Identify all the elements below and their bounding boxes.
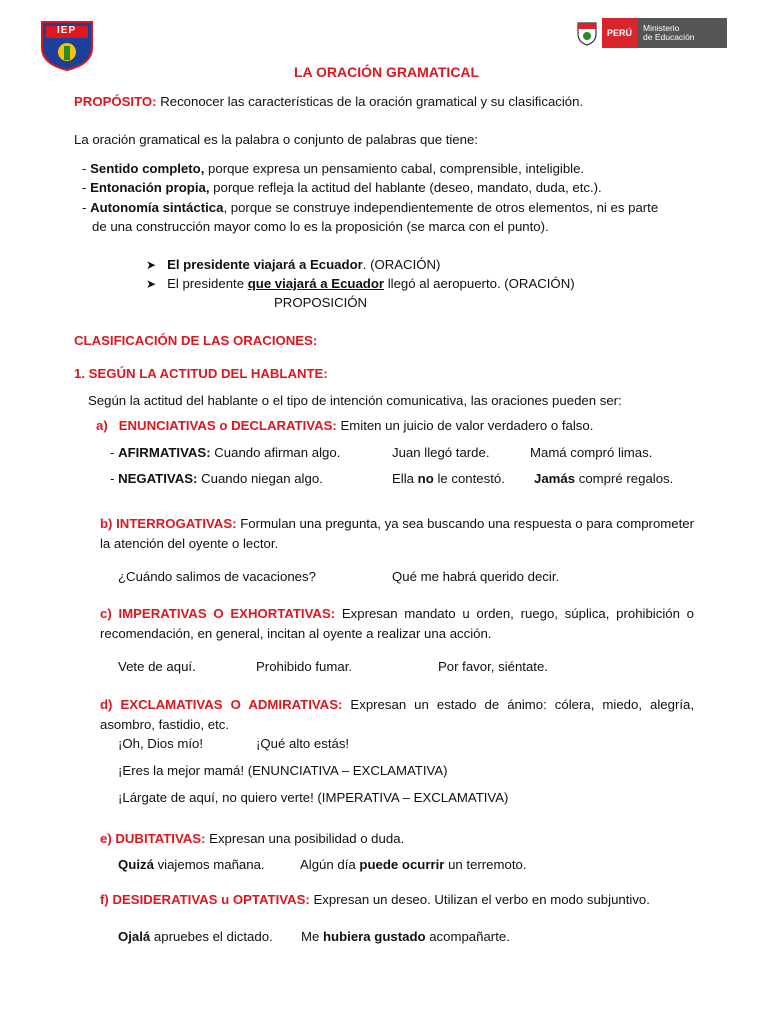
purpose <box>74 94 583 109</box>
text-fragment: AFIRMATIVAS: <box>118 445 211 460</box>
type-d <box>100 695 694 735</box>
peru-label: PERÚ <box>602 18 637 48</box>
text-fragment: . (ORACIÓN) <box>362 257 441 272</box>
c-example: Prohibido fumar. <box>256 659 353 674</box>
d-example: ¡Oh, Dios mío! <box>118 736 204 751</box>
peru-shield-icon <box>576 20 598 46</box>
b-example: Qué me habrá querido decir. <box>392 569 560 584</box>
text-fragment: Expresan mandato u orden, ruego, súplica, prohibición o recomendación, en general, incitan al oyente a realizar una acción. <box>100 606 694 641</box>
d-example: ¡Eres la mejor mamá! (ENUNCIATIVA – EXCLAMATIVA) <box>118 763 448 778</box>
negativas: - NEGATIVAS: Cuando niegan algo. <box>110 471 323 486</box>
text-fragment: Entonación propia, <box>90 180 210 195</box>
section1-title: 1. SEGÚN LA ACTITUD DEL HABLANTE: <box>74 366 328 381</box>
c-example: Vete de aquí. <box>118 659 196 674</box>
ministry-logo <box>576 18 730 48</box>
purpose-text: Reconocer las características de la oración gramatical y su clasificación. <box>156 94 584 109</box>
d-example: ¡Qué alto estás! <box>256 736 350 751</box>
text-fragment: puede ocurrir <box>359 857 445 872</box>
trait-item <box>82 180 602 195</box>
b-example: ¿Cuándo salimos de vacaciones? <box>118 569 316 584</box>
text-fragment: Emiten un juicio de valor verdadero o falso. <box>336 418 594 433</box>
text-fragment: hubiera gustado <box>322 929 426 944</box>
f-example <box>301 929 510 944</box>
text-fragment: Me <box>301 929 323 944</box>
arrow-bullet-icon: ➤ <box>146 277 157 291</box>
text-fragment: - <box>82 200 91 215</box>
text-fragment: INTERROGATIVAS: <box>116 516 237 531</box>
text-fragment: Expresan una posibilidad o duda. <box>205 831 405 846</box>
arrow-bullet-icon: ➤ <box>146 258 157 272</box>
text-fragment: no <box>417 471 434 486</box>
e-example <box>118 857 265 872</box>
text-fragment: apruebes el dictado. <box>150 929 273 944</box>
text-fragment: Expresan un deseo. Utilizan el verbo en modo subjuntivo. <box>309 892 650 907</box>
text-fragment: NEGATIVAS: <box>118 471 198 486</box>
ministry-line2: de Educación <box>643 32 695 42</box>
text-fragment: acompañarte. <box>425 929 510 944</box>
text-fragment: le contestó. <box>433 471 505 486</box>
text-fragment: , porque se construye independientemente de otros elementos, ni es parte <box>223 200 659 215</box>
text-fragment: Autonomía sintáctica <box>90 200 224 215</box>
text-fragment: viajemos mañana. <box>153 857 265 872</box>
text-fragment: Formulan una pregunta, ya sea buscando una respuesta o para comprometer la atención del oyente o lector. <box>100 516 694 551</box>
example-proposicion <box>146 276 575 291</box>
text-fragment: Cuando niegan algo. <box>197 471 323 486</box>
section1-intro: Según la actitud del hablante o el tipo de intención comunicativa, las oraciones pueden ser: <box>88 393 622 408</box>
neg-example <box>534 471 673 486</box>
proposicion-note: PROPOSICIÓN <box>274 295 368 310</box>
definition: La oración gramatical es la palabra o conjunto de palabras que tiene: <box>74 132 478 147</box>
text-fragment: d) EXCLAMATIVAS O ADMIRATIVAS: <box>100 697 343 712</box>
text-fragment: - <box>82 161 91 176</box>
f-example <box>118 929 273 944</box>
ministry-name <box>637 18 727 48</box>
text-fragment: - <box>82 180 91 195</box>
text-fragment: El presidente <box>167 276 248 291</box>
afirmativas: - AFIRMATIVAS: Cuando afirman algo. <box>110 445 341 460</box>
text-fragment: f) DESIDERATIVAS u OPTATIVAS: <box>100 892 310 907</box>
afirm-example: Juan llegó tarde. <box>392 445 490 460</box>
text-fragment: Jamás <box>534 471 576 486</box>
trait-item <box>82 200 658 215</box>
text-fragment: porque expresa un pensamiento cabal, comprensible, inteligible. <box>204 161 585 176</box>
text-fragment: a) <box>96 418 108 433</box>
text-fragment: e) DUBITATIVAS: <box>100 831 206 846</box>
type-c <box>100 604 694 644</box>
text-fragment: Expresan un estado de ánimo: cólera, miedo, alegría, asombro, fastidio, etc. <box>100 697 695 732</box>
text-fragment: Ojalá <box>118 929 151 944</box>
text-fragment: Sentido completo, <box>90 161 205 176</box>
purpose-label: PROPÓSITO: <box>74 94 157 109</box>
school-logo <box>38 18 96 72</box>
text-fragment: un terremoto. <box>444 857 527 872</box>
text-fragment: Quizá <box>118 857 154 872</box>
text-fragment: ENUNCIATIVAS o DECLARATIVAS: <box>118 418 337 433</box>
trait-item-continued: de una construcción mayor como lo es la proposición (se marca con el punto). <box>92 219 549 234</box>
e-example <box>300 857 527 872</box>
text-fragment: compré regalos. <box>575 471 674 486</box>
afirm-example: Mamá compró limas. <box>530 445 653 460</box>
neg-example <box>392 471 505 486</box>
trait-item <box>82 161 584 176</box>
d-example: ¡Lárgate de aquí, no quiero verte! (IMPERATIVA – EXCLAMATIVA) <box>118 790 509 805</box>
classification-title: CLASIFICACIÓN DE LAS ORACIONES: <box>74 333 318 348</box>
text-fragment: Ella <box>392 471 418 486</box>
type-a <box>96 418 593 433</box>
text-fragment: b) <box>100 516 117 531</box>
text-fragment: El presidente viajará a Ecuador <box>167 257 363 272</box>
text-fragment: que viajará a Ecuador <box>247 276 385 291</box>
text-fragment: Cuando afirman algo. <box>210 445 341 460</box>
school-logo-text: IEP <box>57 25 77 36</box>
ministry-line1: Ministerio <box>643 23 680 33</box>
text-fragment: llegó al aeropuerto. (ORACIÓN) <box>384 276 575 291</box>
example-oracion <box>146 257 440 272</box>
text-fragment: Algún día <box>300 857 360 872</box>
c-example: Por favor, siéntate. <box>438 659 548 674</box>
text-fragment: porque refleja la actitud del hablante (deseo, mandato, duda, etc.). <box>209 180 602 195</box>
type-f <box>100 892 650 907</box>
type-e <box>100 831 404 846</box>
text-fragment: c) IMPERATIVAS O EXHORTATIVAS: <box>100 606 336 621</box>
type-b <box>100 514 694 554</box>
page-title: LA ORACIÓN GRAMATICAL <box>294 64 480 80</box>
